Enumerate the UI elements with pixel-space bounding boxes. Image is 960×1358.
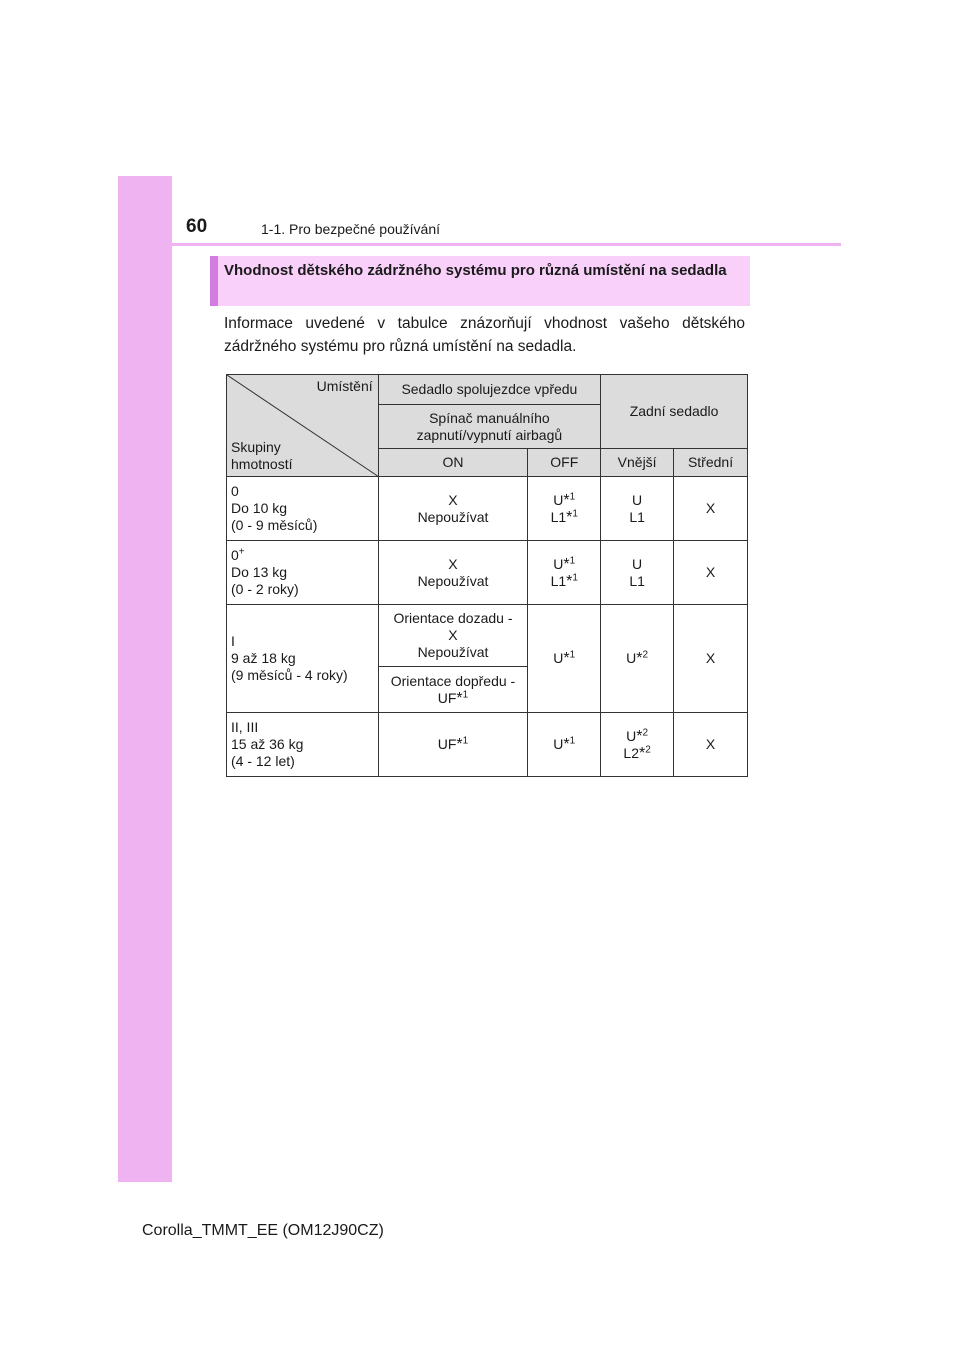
table-row <box>227 713 748 777</box>
airbag-switch-header: Spínač manuálního zapnutí/vypnutí airbagů <box>378 405 601 449</box>
rear-seat-header: Zadní sedadlo <box>601 375 748 449</box>
cell-outer: U L1 <box>601 477 674 541</box>
side-tab-band <box>118 176 172 1182</box>
col-on-header: ON <box>378 449 528 477</box>
section-heading: Vhodnost dětského zádržného systému pro různá umístění na sedadla <box>210 256 750 306</box>
section-title: 1-1. Pro bezpečné používání <box>261 221 441 237</box>
placement-label: Umístění <box>316 378 373 394</box>
table-row <box>227 541 748 605</box>
row-label-group-1: I 9 až 18 kg (9 měsíců - 4 roky) <box>227 605 379 713</box>
table-corner-header <box>227 375 379 477</box>
cell-on: X Nepoužívat <box>378 477 528 541</box>
page-number: 60 <box>186 216 208 237</box>
cell-off: U*$^1$ <box>528 605 601 713</box>
cell-on: X Nepoužívat <box>378 541 528 605</box>
row-label-group-0-plus: 0+ Do 13 kg (0 - 2 roky) <box>227 541 379 605</box>
cell-center: X <box>674 713 748 777</box>
cell-center: X <box>674 477 748 541</box>
cell-off: U*$^1$ L1*$^1$ <box>528 541 601 605</box>
cell-outer: U L1 <box>601 541 674 605</box>
row-label-group-2-3: II, III 15 až 36 kg (4 - 12 let) <box>227 713 379 777</box>
cell-outer: U*$^2$ <box>601 605 674 713</box>
cell-off: U*$^1$ L1*$^1$ <box>528 477 601 541</box>
col-outer-header: Vnější <box>601 449 674 477</box>
table-row <box>227 605 748 667</box>
table-row <box>227 477 748 541</box>
cell-center: X <box>674 605 748 713</box>
cell-off: U*$^1$ <box>528 713 601 777</box>
weight-group-label: Skupiny hmotností <box>231 439 293 472</box>
cell-on-rear-facing: Orientace dozadu - X Nepoužívat <box>378 605 528 667</box>
col-off-header: OFF <box>528 449 601 477</box>
col-center-header: Střední <box>674 449 748 477</box>
intro-paragraph: Informace uvedené v tabulce znázorňují vhodnost vašeho dětského zádržného systému pro různá umístění na sedadla. <box>224 315 745 355</box>
cell-outer: U*$^2$ L2*$^2$ <box>601 713 674 777</box>
seat-suitability-table <box>226 374 748 777</box>
cell-on: UF*$^1$ <box>378 713 528 777</box>
row-label-group-0: 0 Do 10 kg (0 - 9 měsíců) <box>227 477 379 541</box>
cell-on-forward-facing: Orientace dopředu - UF*$^1$ <box>378 667 528 713</box>
footer-model-code: Corolla_TMMT_EE (OM12J90CZ) <box>142 1222 384 1239</box>
cell-center: X <box>674 541 748 605</box>
front-seat-header: Sedadlo spolujezdce vpředu <box>378 375 601 405</box>
header-divider <box>118 243 841 246</box>
